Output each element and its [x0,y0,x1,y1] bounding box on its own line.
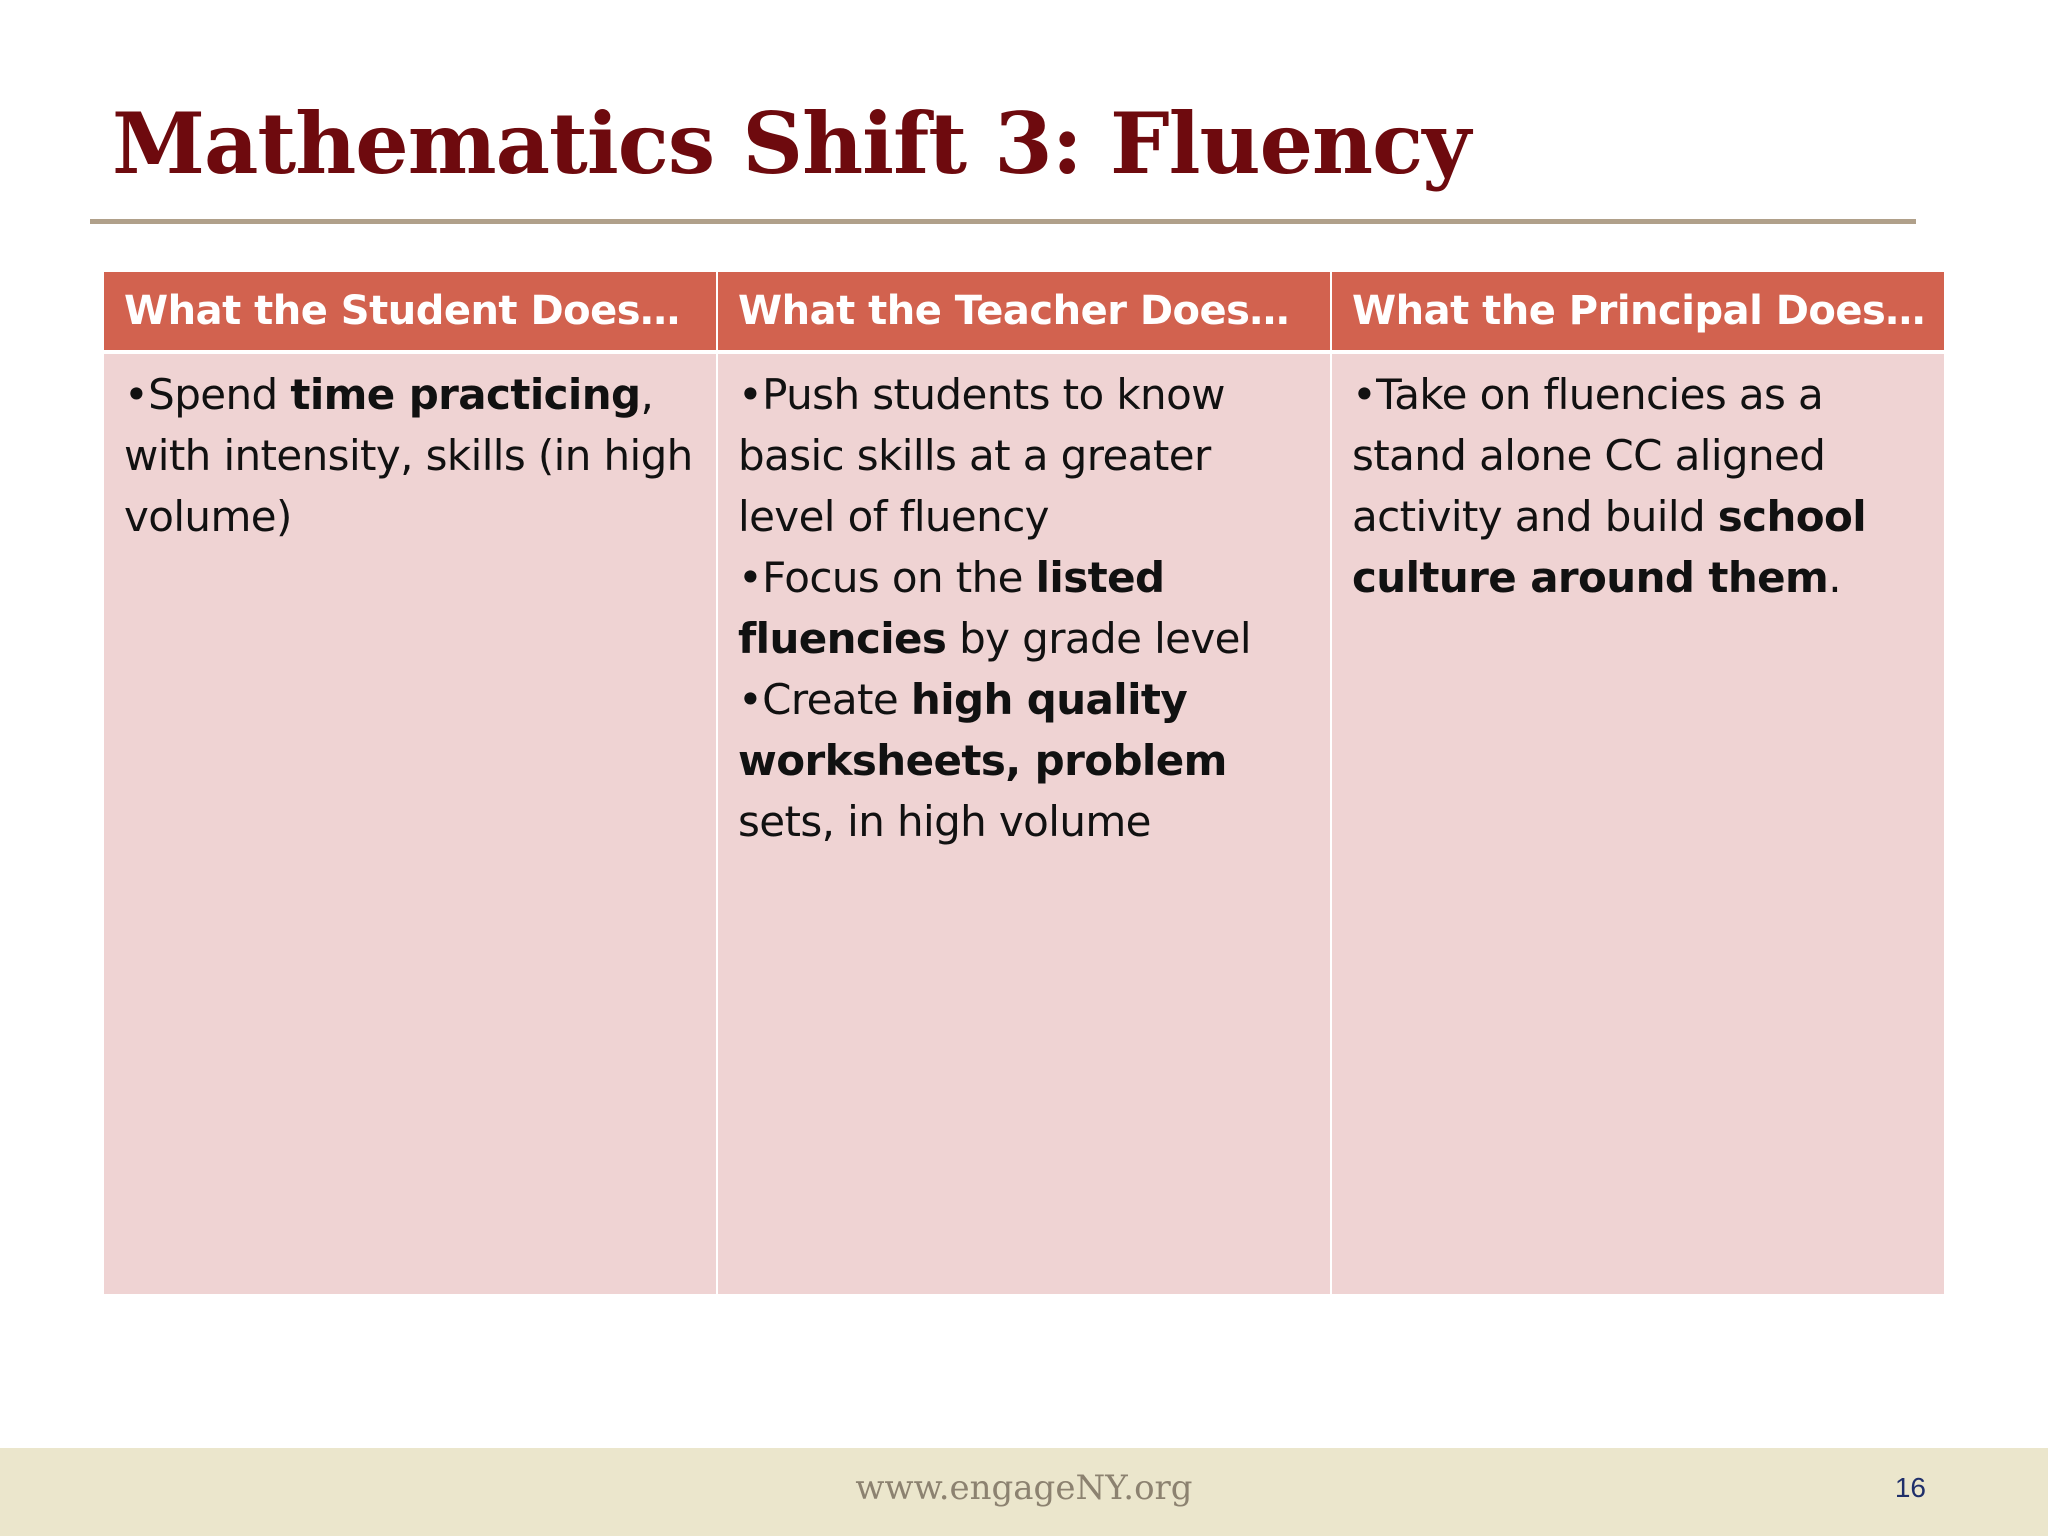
cell-principal [1332,354,1944,1294]
slide-title: Mathematics Shift 3: Fluency [112,94,1471,193]
cell-teacher [718,354,1330,1294]
page-number: 16 [1894,1472,1926,1503]
principal-bullet: •Take on fluencies as a stand alone CC aligned activity and build school culture around them. [1352,370,1867,602]
footer-url: www.engageNY.org [855,1468,1193,1508]
student-bullet: •Spend time practicing, with intensity, skills (in high volume) [124,370,693,541]
roles-table [104,272,1944,1294]
teacher-bullet-3: •Create high quality worksheets, problem sets, in high volume [738,675,1227,846]
title-divider [90,219,1916,224]
header-student: What the Student Does… [104,272,716,350]
header-teacher: What the Teacher Does… [718,272,1330,350]
header-principal: What the Principal Does… [1332,272,1944,350]
cell-student [104,354,716,1294]
teacher-bullet-1: •Push students to know basic skills at a greater level of fluency [738,370,1225,541]
footer-bar [0,1448,2048,1536]
teacher-bullet-2: •Focus on the listed fluencies by grade level [738,553,1251,663]
